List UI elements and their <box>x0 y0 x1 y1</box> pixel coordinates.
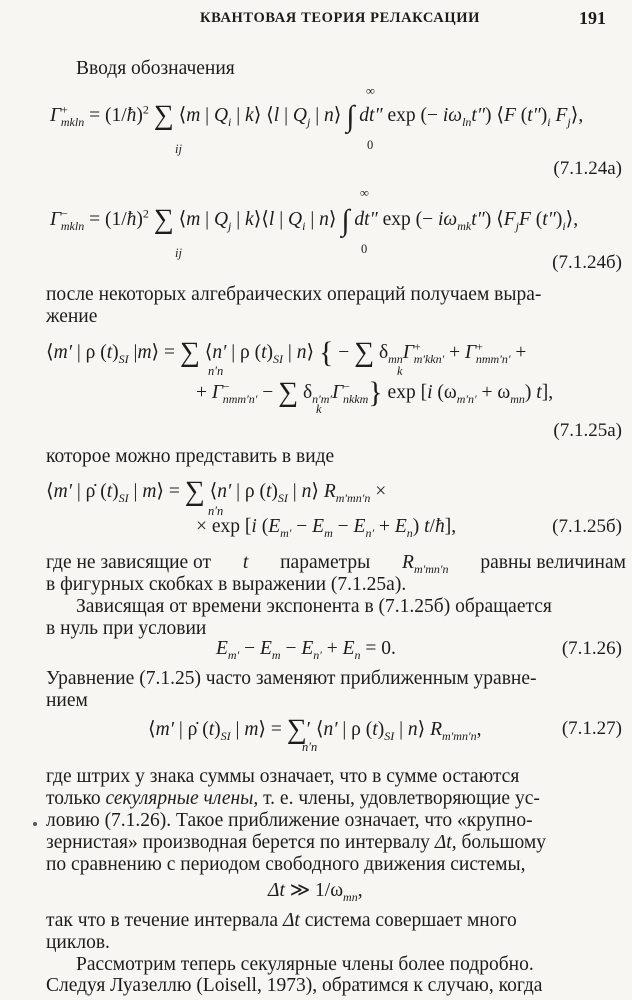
paragraph-line <box>46 910 517 932</box>
paragraph-line: Следуя Луазеллю (Loisell, 1973), обратимся к случаю, когда <box>46 975 543 996</box>
integral-lower-limit: 0 <box>367 138 374 152</box>
text-fragment: равны величинам <box>480 552 626 573</box>
symbol-delta-t: Δt <box>434 832 452 853</box>
text-fragment: зернистая» производная берется по интервалу <box>46 832 430 853</box>
equation-7-1-25b: ⟨m′ | ρ̇ $(t)_{SI}$ | m⟩ = ∑ ⟨n′ | ρ $(t)_{SI}$ | n⟩ $R_{m'mn'n}$ × <box>46 476 387 507</box>
equation-7-1-25a: ⟨m′ | ρ $(t)_{SI}$ |m⟩ = ∑ ⟨n′ | ρ $(t)_{SI}$ | n⟩ { − ∑ $\delta_{mn}\Gamma^+_{m'kkn'} + \Gamma^+_{nmm'n'}$ + <box>46 336 527 369</box>
paragraph-line <box>46 832 546 854</box>
paragraph-line: нием <box>46 690 88 711</box>
equation-number: (7.1.24б) <box>552 252 622 273</box>
paragraph-line: в фигурных скобках в выражении (7.1.25а). <box>46 574 407 595</box>
text-fragment: параметры <box>280 552 371 573</box>
margin-mark <box>33 822 37 826</box>
integral-upper-limit: ∞ <box>360 186 369 200</box>
paragraph-line: по сравнению с периодом свободного движения системы, <box>46 854 526 875</box>
paragraph-line: циклов. <box>46 932 110 953</box>
text-fragment: , большому <box>451 832 546 853</box>
paragraph-line <box>46 284 620 306</box>
equation-delta-t-condition: Δt ≫ $1/\omega_{mn}$, <box>268 880 363 904</box>
paragraph-line: жение <box>46 306 98 327</box>
sum-limit: n′n <box>302 740 318 754</box>
paragraph-line: ловию (7.1.26). Такое приближение означает, что «крупно- <box>46 810 533 831</box>
equation-7-1-26: $E_{m'} - E_m - E_{n'} + E_n = 0$. <box>216 638 396 662</box>
equation-number: (7.1.24а) <box>553 158 622 179</box>
integral-upper-limit: ∞ <box>366 84 375 98</box>
paragraph-line: Уравнение (7.1.25) часто заменяют приближенным уравне- <box>46 668 537 689</box>
variable-t: t <box>242 552 249 573</box>
paragraph-line: которое можно представить в виде <box>46 446 335 467</box>
symbol-delta-t: Δt <box>282 910 300 931</box>
integral-lower-limit: 0 <box>361 242 368 256</box>
paragraph-intro: Вводя обозначения <box>76 58 235 79</box>
equation-7-1-27: ⟨m′ | ρ̇ $(t)_{SI}$ | m⟩ = ∑′ ⟨n′ | ρ $(t)_{SI}$ | n⟩ $R_{m'mn'n}$, <box>148 714 482 745</box>
paragraph-line: Зависящая от времени экспонента в (7.1.25б) обращается <box>76 596 552 617</box>
paragraph-line <box>46 552 626 574</box>
equation-7-1-24a: $\Gamma^+_{mkln}$ = (1/ħ)$^2$ ∑ ⟨m | $Q_i$ | k⟩ ⟨l | $Q_j$ | n⟩ ∫ dt″ exp (− $i\omega_{ln}t''$) ⟨F $(t'')_i$ $F_j⟩$, <box>50 100 584 133</box>
text-fragment: так что в течение интервала <box>46 910 279 931</box>
equation-number: (7.1.25б) <box>552 516 622 537</box>
equation-number: (7.1.25а) <box>553 420 622 441</box>
equation-7-1-24b: $\Gamma^-_{mkln}$ = (1/ħ)$^2$ ∑ ⟨m | $Q_j$ | k⟩⟨l | $Q_i$ | n⟩ ∫ dt″ exp (− $i\omega_{mk}t''$) $⟨F_jF$ $(t'')_i⟩$, <box>50 204 579 237</box>
equation-7-1-25a-continued: + $\Gamma^-_{nmm'n'}$ − ∑ $\delta_{n'm'}\Gamma^-_{nkkm}$} exp [i $(\omega_{m'n'} + \omega_{mn})$ t], <box>196 376 554 409</box>
paragraph-line <box>46 788 540 810</box>
page-header <box>0 10 632 32</box>
text-fragment: система совершает много <box>304 910 517 931</box>
sum-limit: n′n <box>208 364 224 378</box>
paragraph-line: в нуль при условии <box>46 618 207 639</box>
sum-limit: k <box>397 364 403 378</box>
sum-limit: ij <box>175 246 182 260</box>
running-title: КВАНТОВАЯ ТЕОРИЯ РЕЛАКСАЦИИ <box>200 10 480 26</box>
sum-limit: n′n <box>208 504 224 518</box>
symbol-R: $R_{m'mn'n}$ <box>402 552 449 576</box>
text-fragment: т. е. члены, удовлетворяющие ус- <box>263 788 540 809</box>
paragraph-line: где штрих у знака суммы означает, что в сумме остаются <box>46 766 520 787</box>
text-line: после некоторых алгебраических операций получаем выра- <box>46 284 542 305</box>
page-number: 191 <box>579 8 606 28</box>
equation-number: (7.1.27) <box>561 718 622 739</box>
text-fragment: только <box>46 788 101 809</box>
emphasis-secular-terms: секулярные члены, <box>105 788 259 809</box>
sum-limit: k <box>316 402 322 416</box>
sum-limit: ij <box>175 142 182 156</box>
equation-number: (7.1.26) <box>561 638 622 659</box>
equation-7-1-25b-continued: × exp [i $(E_{m'} - E_m - E_{n'} + E_n)$ t/ħ], <box>196 516 457 540</box>
text-fragment: где не зависящие от <box>46 552 212 573</box>
paragraph-line: Рассмотрим теперь секулярные члены более подробно. <box>76 954 534 975</box>
